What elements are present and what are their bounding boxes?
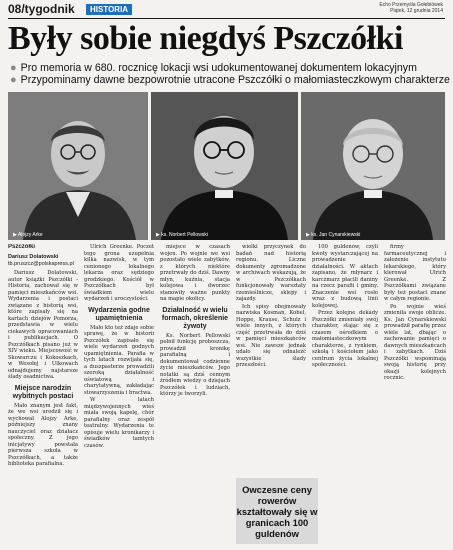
subheading: Miejsce narodzin wybitnych postaci <box>12 384 74 400</box>
article-column-5 <box>312 244 378 544</box>
lead-bullet <box>10 62 450 74</box>
portrait-norbert-pellowski <box>151 92 298 240</box>
header-rule <box>8 18 445 19</box>
photo-strip <box>8 92 445 240</box>
portrait-jan-cynarskiewski <box>301 92 445 240</box>
photo-caption: ▶ ks. Jan Cynarskiewski <box>306 232 361 238</box>
paragraph: Mało kto też zdaje sobie sprawę, że w historii Pszczółek zapisało się wiele wydarzeń godnych upamiętnienia. Parafia w tych latach rozwijała się, a duszpasterze prowadzili szeroką działalność oświatową i charytatywną, zakładając stowarzyszenia i bractwa. <box>84 324 154 396</box>
article-column-2 <box>84 244 154 544</box>
lead-bullet-text: Przypominamy dawne bezpowrotnie utracone Pszczółki o małomiasteczkowym charakterze <box>20 74 450 86</box>
author-name: Dariusz Dolatowski <box>8 254 59 260</box>
photo-caption: ▶ ks. Norbert Pellowski <box>156 232 208 238</box>
article-column-3 <box>160 244 230 544</box>
author-email: tb.pruszcz@polskapress.pl <box>8 260 74 267</box>
portrait-photo <box>301 92 445 240</box>
paragraph: Ich spisy obejmowały nazwiska Kosman, Kobel, Hoppe, Krause, Schulz i wiele innych, z których część przetrwała do dziś w pamięci mieszkańców wsi. Nie zawsze jednak udało się odnaleźć wszystkie ślady przeszłości. <box>236 303 306 368</box>
bullet-dot-icon: ● <box>10 74 17 86</box>
rubric-badge: HISTORIA <box>86 4 132 15</box>
lead-bullets <box>10 62 450 86</box>
portrait-photo <box>8 92 148 240</box>
photo-caption: ▶ Alojzy Arke <box>13 232 43 238</box>
publication-name: Echo Przemyśla Gołebiówek <box>379 2 443 8</box>
lead-bullet-text: Pro memoria w 680. rocznicę lokacji wsi udokumentowanej dokumentem lokacyjnym <box>20 62 417 74</box>
publication-date: Piątek, 12 grudnia 2014 <box>390 8 443 14</box>
paragraph: 100 guldenów, czyli kwoty wystarczającej na prowadzenie działalności. W aktach zapisano, że młynarz i karczmarz płacili daniny na rzecz parafii i gminy. Znaczenie wsi rosło wraz z budową linii kolejowej. <box>312 244 378 309</box>
pull-quote: Owczesne ceny rowerów kształtowały się w granicach 100 guldenów <box>236 478 318 544</box>
paragraph: firmy farmaceutycznej i założenie instytutu lekarskiego, który kierował Ulrich Greenke. Z Pszczółkami związane były też postaci znane w całym regionie. <box>384 244 446 302</box>
paragraph: Mało znanym jest fakt, że we wsi urodził się i wychował Alojzy Arke, późniejszy znany nauczyciel oraz działacz społeczny. Z jego inicjatywy powstała pierwsza szkoła w Pszczółkach, a także biblioteka parafialna. <box>8 402 78 467</box>
article-headline: Były sobie niegdyś Pszczółki <box>8 20 403 57</box>
article-column-1 <box>8 244 78 544</box>
paragraph: W latach międzywojennych wieś miała swoją kapelę, chór parafialny oraz zespół teatralny. Wydarzenia te opisuje wielu kronikarzy i świadków tamtych czasów. <box>84 397 154 449</box>
paragraph: wielki przyczynek do badań nad historią regionu. Liczne dokumenty zgromadzone w archiwach wskazują, że w Pszczółkach funkcjonowały warsztaty rzemieślnicze, sklepy i zajazdy. <box>236 244 306 302</box>
lead-bullet <box>10 74 450 86</box>
portrait-alojzy-arke <box>8 92 148 240</box>
bullet-dot-icon: ● <box>10 62 17 74</box>
kicker: Pszczółki <box>8 244 36 250</box>
article-column-6 <box>384 244 446 544</box>
paragraph: Dariusz Dolatowski, autor książki Pszczółki - Historia, zachował się w pamięci mieszkańców wsi. Wydarzenia i postaci związane z historią wsi, które zapisały się na kartach dziejów Pomorza, przedstawia w wielu ciekawych opracowaniach i publikacjach. O Pszczółkach pisano już w XIV wieku. Miejscowość w Skowarczu i Kokoszkach, w Wesołej i Ulkowach odnajdujemy najstarsze ślady osadnictwa. <box>8 270 78 380</box>
subheading: Działalność w wielu formach, określenie żywoty <box>161 306 229 330</box>
paragraph: Po wojnie wieś zmieniła swoje oblicze. Ks. Jan Cynarskiewski prowadził parafię przez wiele lat, dbając o zachowanie pamięci o dawnych mieszkańcach i zabytkach. Dziś Pszczółki wspominają swoją historię przy okazji kolejnych rocznic. <box>384 303 446 381</box>
paragraph: miejsce w czasach wojen. Po wojnie we wsi pozostało wiele zabytków, z których niektóre przetrwały do dziś. Dawny młyn, kuźnia, stacja kolejowa i dworzec stanowiły ważne punkty na mapie okolicy. <box>160 244 230 302</box>
paragraph: Ulrich Greenke. Poczet tego grona uzupełnia kilka nazwisk, w tym cenionego lokalnego lekarza oraz sędziego grodzkiego. Kościół w Pszczółkach był świadkiem wielu wydarzeń i uroczystości. <box>84 244 154 302</box>
paragraph: Przez kolejne dekady Pszczółki zmieniały swój charakter, stając się z czasem ośrodkiem o małomiasteczkowym charakterze, z rynkiem, szkołą i kościołem jako centrum życia lokalnej społeczności. <box>312 310 378 368</box>
article-column-4 <box>236 244 306 474</box>
page-header <box>0 0 453 18</box>
section-label: 08/tygodnik <box>8 2 75 16</box>
portrait-photo <box>151 92 298 240</box>
paragraph: Ks. Norbert Pellowski pełnił funkcję proboszcza, prowadził kronikę parafialną i dokumentował codzienne życie mieszkańców. Jego notatki są dziś cennym źródłem wiedzy o dziejach Pszczółek i ludziach, którzy je tworzyli. <box>160 332 230 397</box>
subheading: Wydarzenia godne upamiętnienia <box>88 306 150 322</box>
publication-info <box>379 2 443 14</box>
